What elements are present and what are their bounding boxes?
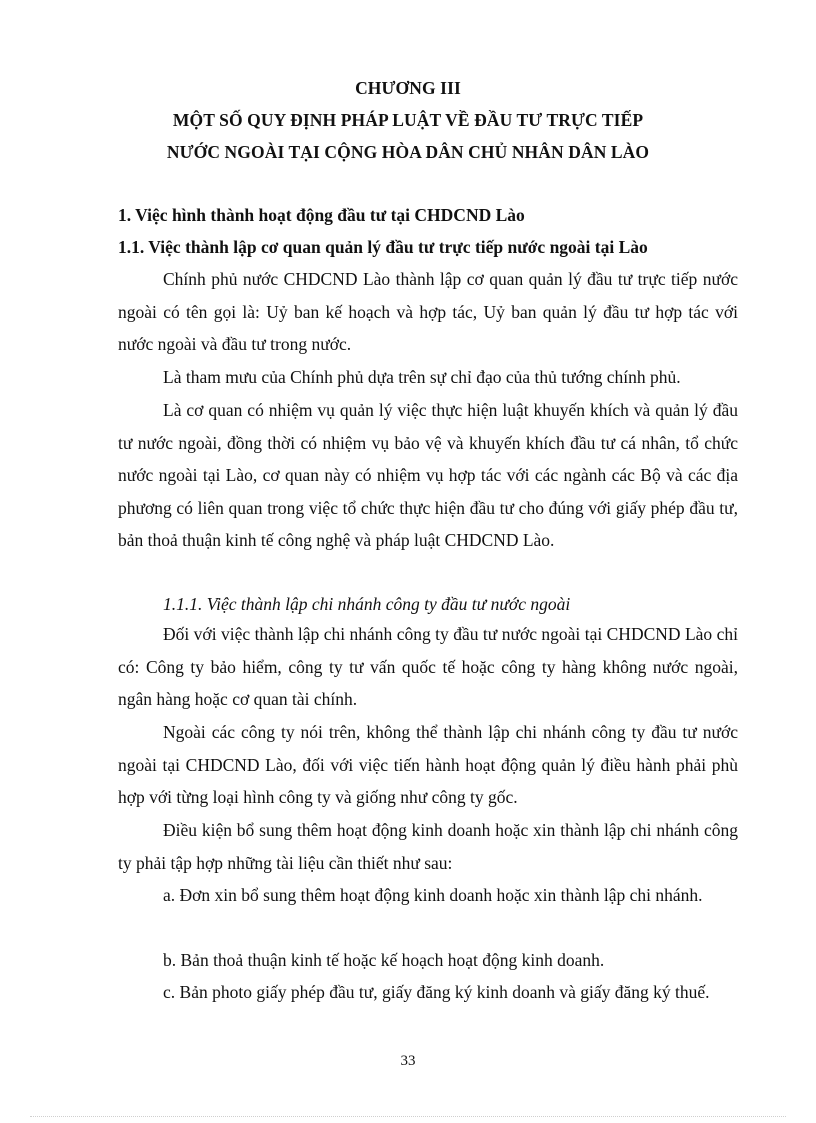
section-heading-1-1: 1.1. Việc thành lập cơ quan quản lý đầu tư trực tiếp nước ngoài tại Lào — [118, 237, 648, 257]
paragraph-6: Điều kiện bổ sung thêm hoạt động kinh doanh hoặc xin thành lập chi nhánh công ty phải tập hợp những tài liệu cần thiết như sau: — [118, 820, 738, 873]
paragraph-4: Đối với việc thành lập chi nhánh công ty đầu tư nước ngoài tại CHDCND Lào chỉ có: Công ty bảo hiểm, công ty tư vấn quốc tế hoặc công ty hàng không nước ngoài, ngân hàng hoặc cơ quan tài chính. — [118, 624, 738, 709]
chapter-label: CHƯƠNG III — [355, 78, 461, 98]
chapter-title-line-2: NƯỚC NGOÀI TẠI CỘNG HÒA DÂN CHỦ NHÂN DÂN LÀO — [166, 142, 650, 162]
list-item-b: b. Bản thoả thuận kinh tế hoặc kế hoạch hoạt động kinh doanh. — [163, 950, 605, 970]
paragraph-3: Là cơ quan có nhiệm vụ quản lý việc thực hiện luật khuyến khích và quản lý đầu tư nước ngoài, đồng thời có nhiệm vụ bảo vệ và khuyến khích đầu tư cá nhân, tổ chức nước ngoài tại Lào, cơ quan này có nhiệm vụ hợp tác với các ngành các Bộ và các địa phương có liên quan trong việc tổ chức thực hiện đầu tư cho đúng với giấy phép đầu tư, bản thoả thuận kinh tế công nghệ và pháp luật CHDCND Lào. — [118, 400, 738, 550]
chapter-title-line-1: MỘT SỐ QUY ĐỊNH PHÁP LUẬT VỀ ĐẦU TƯ TRỰC TIẾP — [172, 110, 644, 130]
page-bottom-divider — [30, 1116, 786, 1117]
paragraph-2: Là tham mưu của Chính phủ dựa trên sự chỉ đạo của thủ tướng chính phủ. — [163, 367, 681, 387]
list-item-c: c. Bản photo giấy phép đầu tư, giấy đăng ký kinh doanh và giấy đăng ký thuế. — [163, 982, 710, 1002]
page-number: 33 — [400, 1053, 416, 1069]
paragraph-5: Ngoài các công ty nói trên, không thể thành lập chi nhánh công ty đầu tư nước ngoài tại CHDCND Lào, đối với việc tiến hành hoạt động quản lý điều hành phải phù hợp với từng loại hình công ty và giống như công ty gốc. — [118, 722, 738, 807]
list-item-a: a. Đơn xin bổ sung thêm hoạt động kinh doanh hoặc xin thành lập chi nhánh. — [163, 885, 703, 905]
section-heading-1: 1. Việc hình thành hoạt động đầu tư tại CHDCND Lào — [118, 205, 525, 225]
sub-heading-1-1-1: 1.1.1. Việc thành lập chi nhánh công ty đầu tư nước ngoài — [163, 594, 571, 614]
paragraph-1: Chính phủ nước CHDCND Lào thành lập cơ quan quản lý đầu tư trực tiếp nước ngoài có tên gọi là: Uỷ ban kế hoạch và hợp tác, Uỷ ban quản lý đầu tư hợp tác với nước ngoài và đầu tư trong nước. — [118, 269, 738, 354]
